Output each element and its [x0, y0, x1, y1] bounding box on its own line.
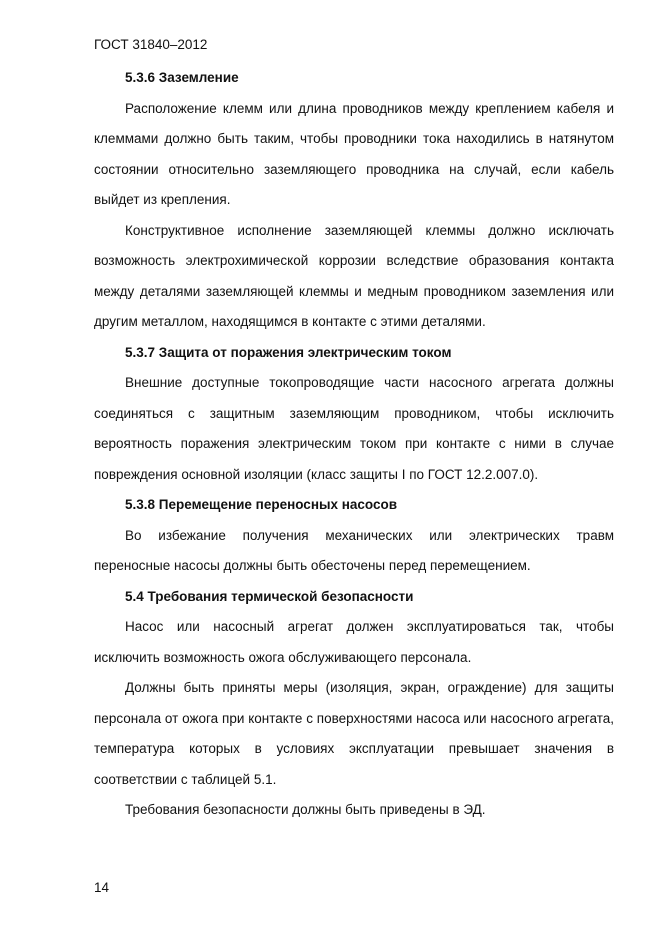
paragraph-terminals-placement: Расположение клемм или длина проводников между креплением кабеля и клеммами должно быть таким, чтобы проводники тока находились в натянутом состоянии относительно заземляющего проводника на случай, если кабель выйдет из крепления. — [94, 100, 614, 207]
section-heading-5-3-8: 5.3.8 Перемещение переносных насосов — [125, 497, 398, 512]
page-number: 14 — [94, 880, 110, 895]
document-header: ГОСТ 31840–2012 — [94, 37, 208, 52]
section-heading-5-4: 5.4 Требования термической безопасности — [125, 588, 414, 604]
paragraph-protective-measures: Должны быть приняты меры (изоляция, экран, ограждение) для защиты персонала от ожога при контакте с поверхностями насоса или насосного агрегата, температура которых в условиях эксплуатации превышает значения в соответствии с таблицей 5.1. — [94, 680, 614, 787]
paragraph-terminal-corrosion: Конструктивное исполнение заземляющей клеммы должно исключать возможность электрохимической коррозии вследствие образования контакта между деталями заземляющей клеммы и медным проводником заземления или другим металлом, находящимся в контакте с этими деталями. — [94, 222, 614, 329]
section-heading-5-3-7: 5.3.7 Защита от поражения электрическим током — [125, 344, 452, 360]
paragraph-electric-shock-protection: Внешние доступные токопроводящие части насосного агрегата должны соединяться с защитным заземляющим проводником, чтобы исключить вероятность поражения электрическим током при контакте с ними в случае повреждения основной изоляции (класс защиты I по ГОСТ 12.2.007.0). — [94, 375, 614, 482]
paragraph-burn-prevention: Насос или насосный агрегат должен эксплуатироваться так, чтобы исключить возможность ожога обслуживающего персонала. — [94, 619, 614, 665]
document-body — [94, 63, 614, 826]
paragraph-portable-pumps: Во избежание получения механических или электрических травм переносные насосы должны быть обесточены перед перемещением. — [94, 527, 614, 573]
paragraph-safety-requirements: Требования безопасности должны быть приведены в ЭД. — [125, 802, 486, 817]
section-heading-5-3-6: 5.3.6 Заземление — [125, 70, 239, 85]
